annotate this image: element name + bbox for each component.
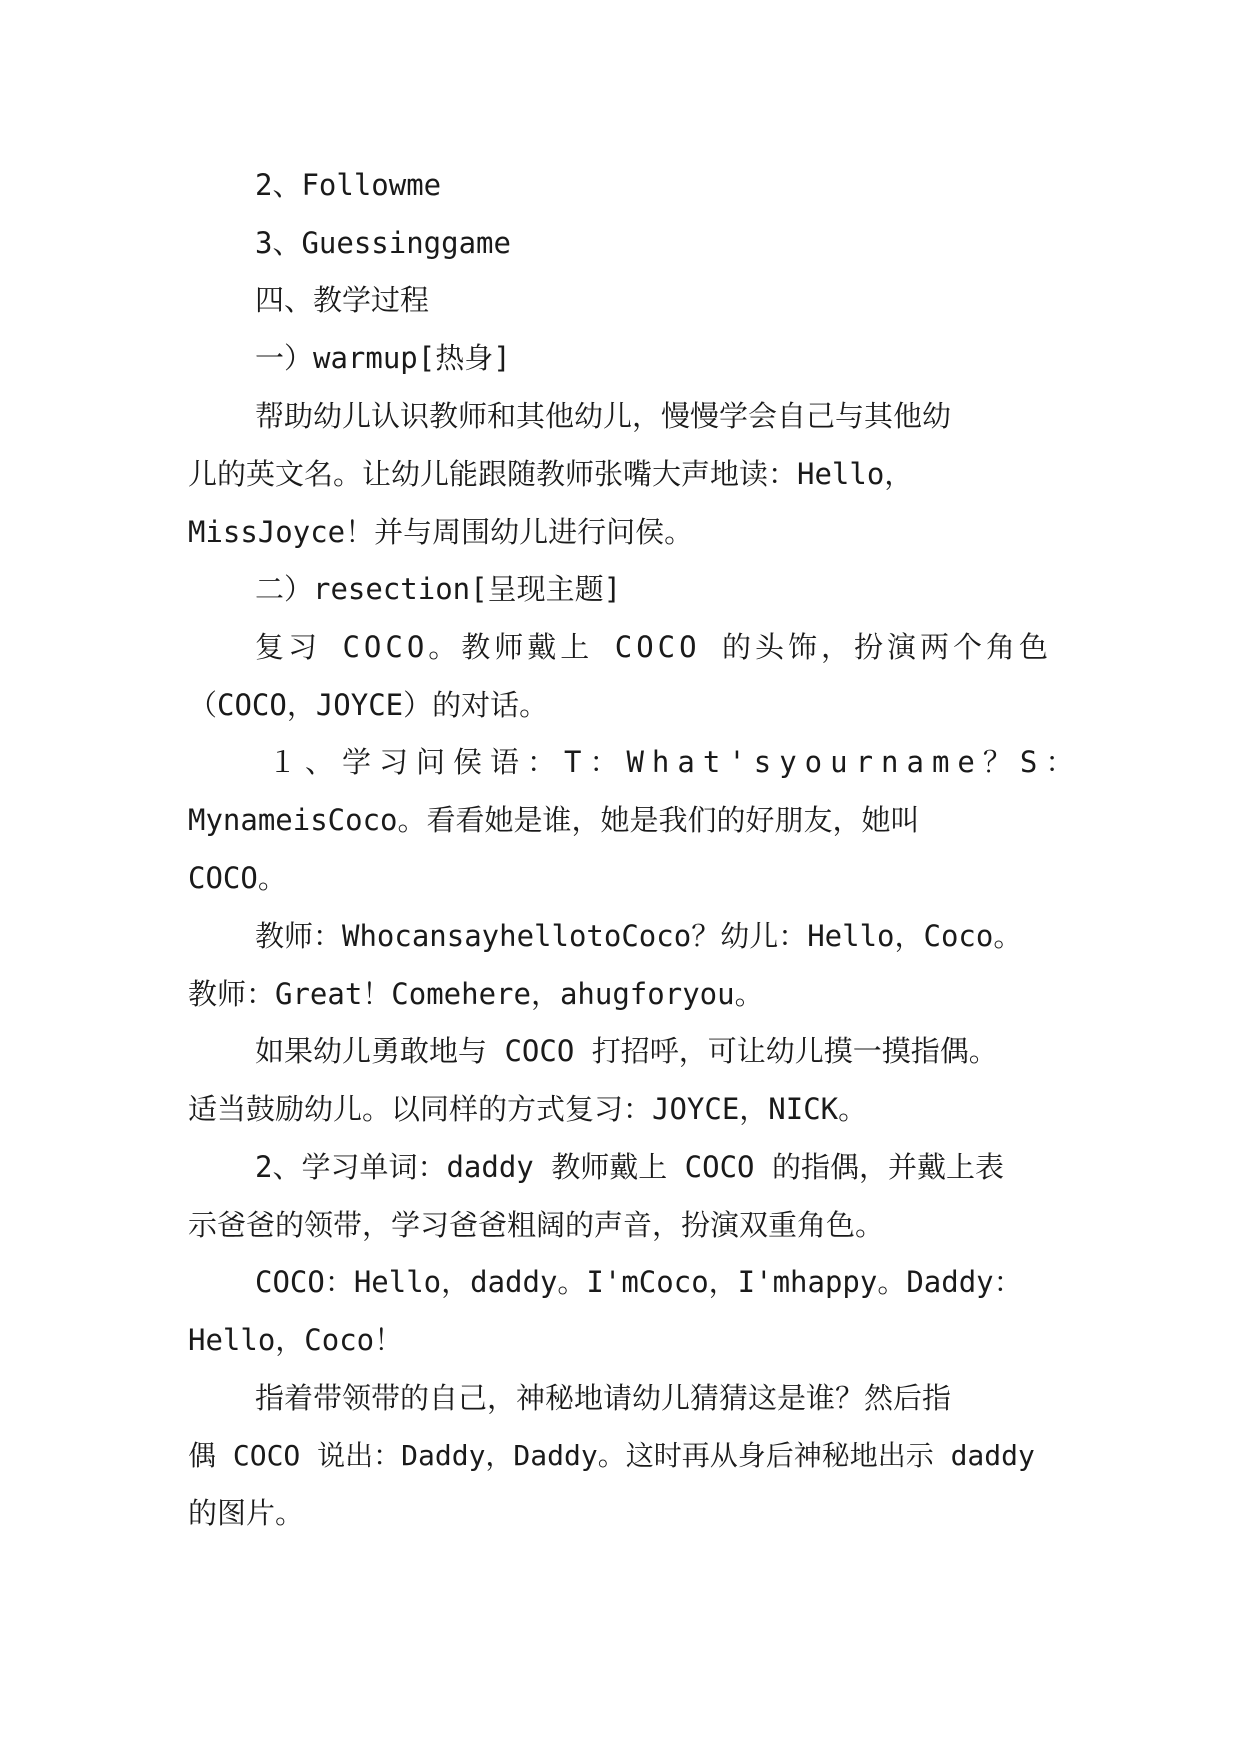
paragraph-line: 指着带领带的自己，神秘地请幼儿猜猜这是谁？然后指 [255,1381,952,1415]
list-item-followme: 2、Followme [255,168,442,202]
paragraph-line: 帮助幼儿认识教师和其他幼儿，慢慢学会自己与其他幼 [255,399,952,433]
paragraph-line: １、学习问侯语：T：What'syourname？S： [268,745,1083,779]
section-heading-teaching-process: 四、教学过程 [255,283,430,317]
paragraph-line: 复习 COCO。教师戴上 COCO 的头饰，扮演两个角色 [255,630,1053,664]
paragraph-line: 的图片。 [188,1496,305,1530]
dialogue-line: 教师：WhocansayhellotoCoco？幼儿：Hello，Coco。 [255,919,1023,953]
paragraph-line: 儿的英文名。让幼儿能跟随教师张嘴大声地读：Hello， [188,457,914,491]
paragraph-line: 偶 COCO 说出：Daddy，Daddy。这时再从身后神秘地出示 daddy [188,1439,1035,1472]
paragraph-line: 如果幼儿勇敢地与 COCO 打招呼，可让幼儿摸一摸指偶。 [255,1034,998,1068]
dialogue-line: Hello，Coco！ [188,1323,404,1357]
dialogue-line: COCO：Hello，daddy。I'mCoco，I'mhappy。Daddy： [255,1265,1023,1299]
paragraph-line: 示爸爸的领带，学习爸爸粗阔的声音，扮演双重角色。 [188,1208,885,1242]
paragraph-line: COCO。 [188,861,287,895]
subsection-heading-resection: 二）resection[呈现主题] [255,572,622,606]
list-item-guessinggame: 3、Guessinggame [255,226,511,260]
paragraph-line: MissJoyce！并与周围幼儿进行问侯。 [188,515,694,549]
paragraph-line: MynameisCoco。看看她是谁，她是我们的好朋友，她叫 [188,803,920,837]
paragraph-line: 适当鼓励幼儿。以同样的方式复习：JOYCE，NICK。 [188,1092,868,1126]
subsection-heading-warmup: 一）warmup[热身] [255,341,511,375]
paragraph-line: 2、学习单词：daddy 教师戴上 COCO 的指偶，并戴上表 [255,1150,1004,1184]
paragraph-line: （COCO，JOYCE）的对话。 [188,688,549,722]
dialogue-line: 教师：Great！Comehere，ahugforyou。 [188,977,764,1011]
